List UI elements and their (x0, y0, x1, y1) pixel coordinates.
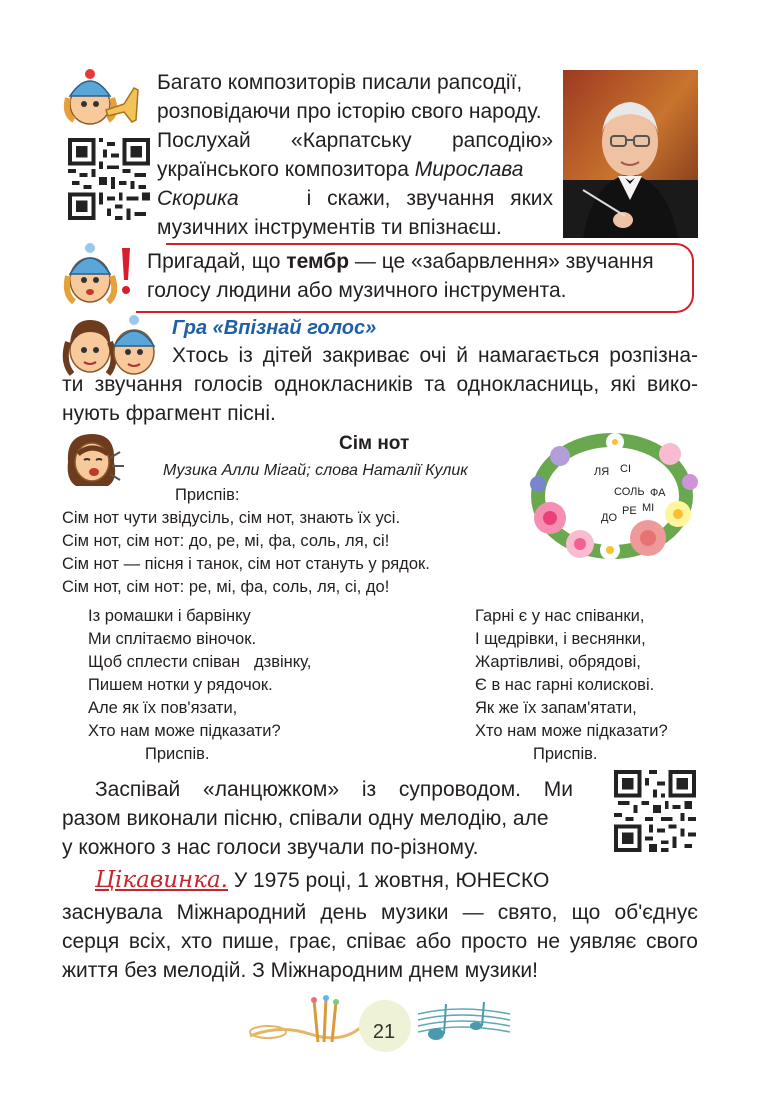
game-title: Гра «Впізнай голос» (172, 317, 377, 339)
reminder-text: Пригадай, що (147, 250, 281, 273)
verse2-line: Як же їх запам'ятати, (475, 699, 637, 717)
intro-line (157, 155, 523, 184)
chorus-line: Сім нот, сім нот: ре, мі, фа, соль, ля, сі, до! (62, 578, 390, 596)
chorus-reference: Приспів. (145, 745, 210, 763)
fact-line (95, 866, 549, 895)
composer-portrait (563, 70, 698, 238)
intro-text: українського композитора (157, 158, 409, 181)
chorus-reference: Приспів. (533, 745, 598, 763)
fact-label: Цікавинка. (95, 867, 228, 893)
verse2-line: Жартівливі, обрядові, (475, 653, 641, 671)
fact-line: заснувала Міжнародний день музики — свято, що об'єднує (62, 901, 698, 924)
game-line: Хтось із дітей закриває очі й намагається розпізна- (172, 344, 698, 367)
intro-line (157, 184, 553, 213)
verse1-line: Але як їх пов'язати, (88, 699, 238, 717)
wreath-note-label: ДО (601, 512, 618, 524)
page-number: 21 (372, 1021, 396, 1043)
song-credits: Музика Алли Мігай; слова Наталії Кулик (163, 462, 468, 479)
verse1-line: Пишем нотки у рядочок. (88, 676, 273, 694)
verse2-line: Є в нас гарні колискові. (475, 676, 655, 694)
verse1-line: Із ромашки і барвінку (88, 607, 251, 625)
game-line: ти звучання голосів однокласників та однокласниць, які вико- (62, 373, 698, 396)
kid-trumpet-icon (60, 64, 142, 130)
sing-line: разом виконали пісню, співали одну мелодію, але (62, 807, 549, 830)
fact-text: У 1975 році, 1 жовтня, ЮНЕСКО (233, 869, 550, 892)
reminder-text: — це «забарвлення» звучання (354, 250, 654, 273)
singing-girl-icon (62, 428, 128, 488)
intro-text: і скажи, звучання яких (306, 187, 553, 210)
fact-line: життя без мелодій. З Міжнародним днем музики! (62, 959, 538, 982)
game-line: нують фрагмент пісні. (62, 402, 276, 425)
intro-line: музичних інструментів ти впізнаєш. (157, 216, 502, 239)
sing-line: Заспівай «ланцюжком» із супроводом. Ми (95, 778, 573, 801)
wreath-note-label: ЛЯ (594, 466, 610, 478)
sing-line: у кожного з нас голоси звучали по-різному. (62, 836, 479, 859)
composer-first-name: Мирослава (414, 158, 524, 181)
verse2-line: Хто нам може підказати? (475, 722, 668, 740)
chorus-line: Сім нот, сім нот: до, ре, мі, фа, соль, ля, сі! (62, 532, 390, 550)
wreath-note-label: МІ (642, 502, 655, 514)
qr-code-icon[interactable] (614, 770, 696, 852)
girl-exclamation-icon (62, 238, 138, 308)
verse2-line: І щедрівки, і веснянки, (475, 630, 646, 648)
verse1-line (88, 651, 311, 674)
composer-last-name: Скорика (157, 187, 239, 210)
chorus-line: Сім нот — пісня і танок, сім нот стануть у рядок. (62, 555, 430, 573)
chorus-line: Сім нот чути звідусіль, сім нот, знають їх усі. (62, 509, 401, 527)
chorus-label: Приспів: (175, 486, 240, 504)
verse1-line: Ми сплітаємо віночок. (88, 630, 257, 648)
intro-line: Багато композиторів писали рапсодії, (157, 71, 523, 94)
verse1-line: Хто нам може підказати? (88, 722, 281, 740)
wreath-note-label: СІ (620, 463, 631, 475)
qr-code-icon[interactable] (68, 138, 150, 220)
verse1-text: Щоб сплести співан (88, 653, 240, 671)
reminder-line (147, 247, 654, 276)
two-kids-icon (62, 312, 166, 376)
wreath-note-label: СОЛЬ (614, 486, 645, 498)
reminder-term: тембр (286, 250, 350, 273)
song-title: Сім нот (339, 433, 410, 454)
verse2-line: Гарні є у нас співанки, (475, 607, 645, 625)
fact-line: серця всіх, хто пише, грає, співає або просто не уявляє свого (62, 930, 698, 953)
reminder-line: голосу людини або музичного інструмента. (147, 279, 567, 302)
flower-wreath-illustration (520, 426, 705, 566)
verse1-text: дзвінку, (254, 653, 312, 671)
wreath-note-label: РЕ (622, 505, 637, 517)
wreath-note-label: ФА (650, 487, 666, 499)
intro-line: Послухай «Карпатську рапсодію» (157, 129, 553, 152)
intro-line: розповідаючи про історію свого народу. (157, 100, 542, 123)
